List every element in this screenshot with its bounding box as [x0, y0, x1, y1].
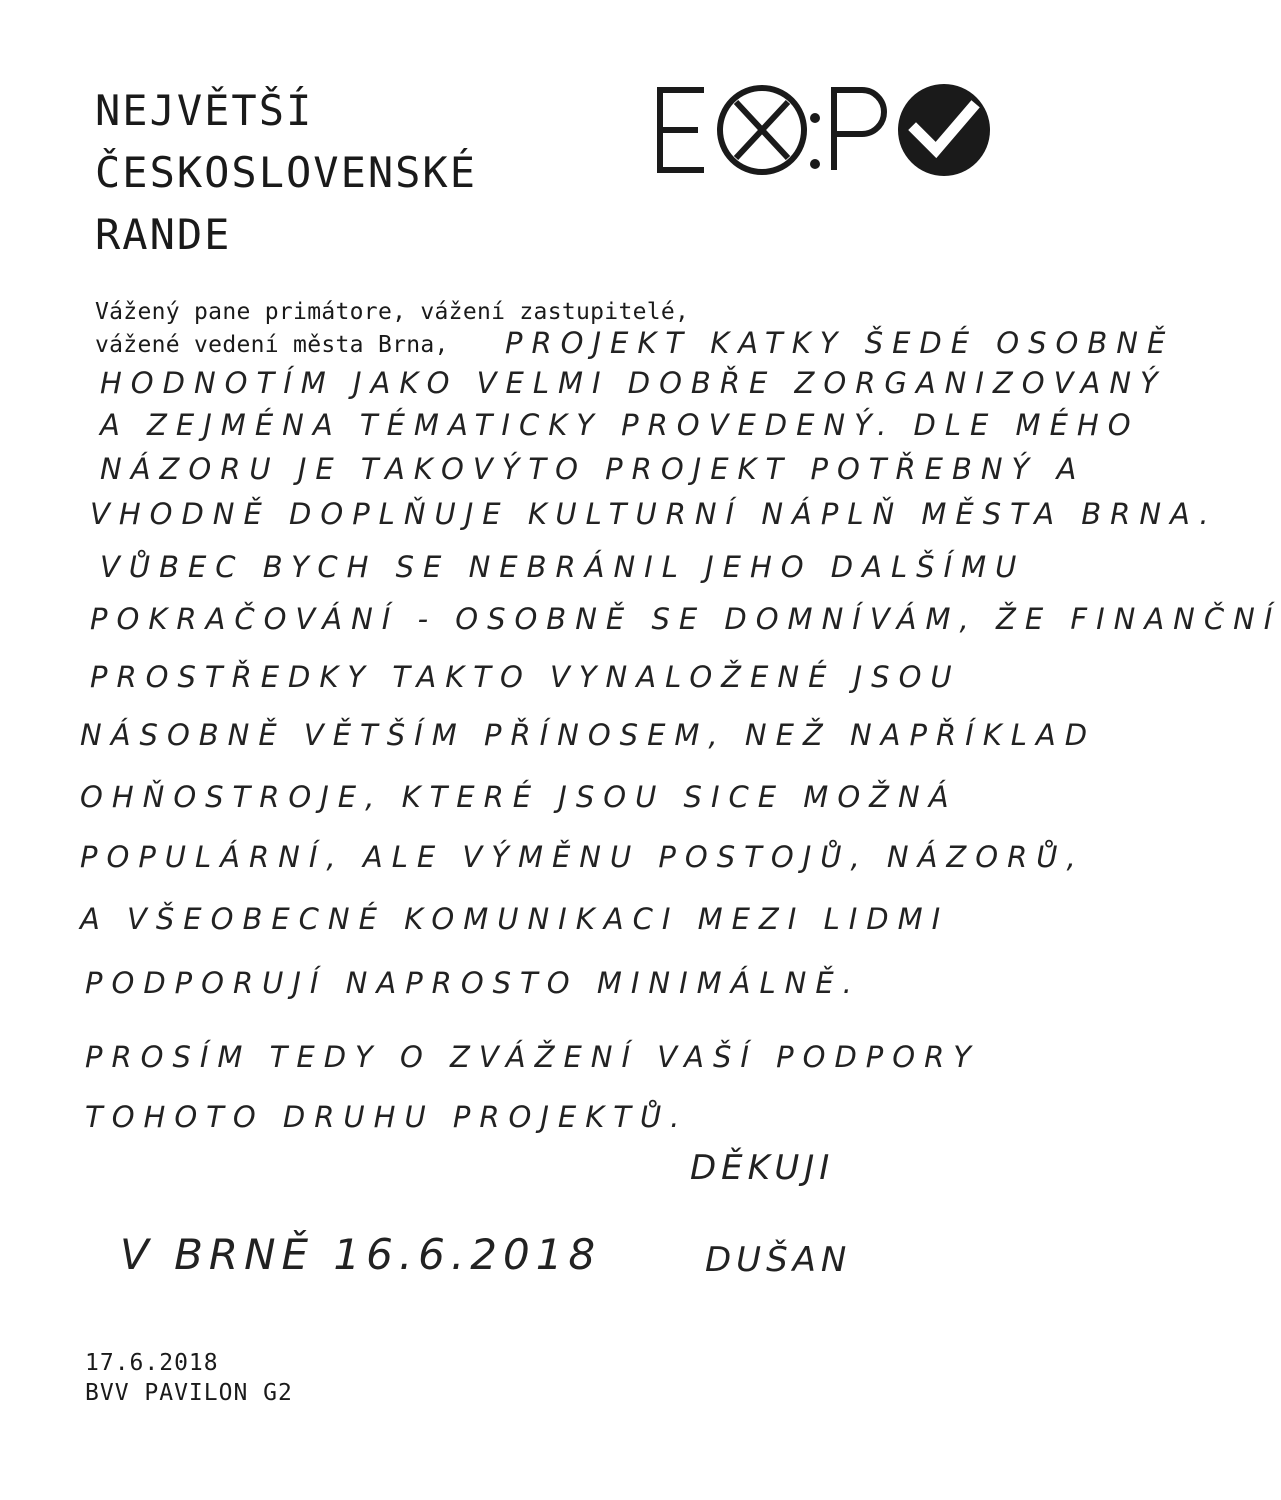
handwritten-line-15: TOHOTO DRUHU PROJEKTŮ.: [85, 1100, 689, 1134]
handwritten-line-6: VŮBEC BYCH SE NEBRÁNIL JEHO DALŠÍMU: [100, 550, 1026, 584]
handwritten-line-5: VHODNĚ DOPLŇUJE KULTURNÍ NÁPLŇ MĚSTA BRNA.: [90, 497, 1218, 531]
place-and-date: V BRNĚ 16.6.2018: [120, 1230, 602, 1279]
event-info: [85, 1348, 293, 1408]
handwritten-line-9: NÁSOBNĚ VĚTŠÍM PŘÍNOSEM, NEŽ NAPŘÍKLAD: [80, 718, 1097, 752]
event-date: 17.6.2018: [85, 1350, 219, 1376]
event-venue: BVV PAVILON G2: [85, 1380, 293, 1406]
signature: DUŠAN: [705, 1240, 852, 1280]
salutation-line-1: Vážený pane primátore, vážení zastupitelé,: [95, 299, 690, 325]
handwritten-line-10: OHŇOSTROJE, KTERÉ JSOU SICE MOŽNÁ: [80, 780, 958, 814]
logo-colon-dot-1: [810, 113, 820, 123]
handwritten-line-11: POPULÁRNÍ, ALE VÝMĚNU POSTOJŮ, NÁZORŮ,: [80, 840, 1085, 874]
handwritten-line-12: A VŠEOBECNÉ KOMUNIKACI MEZI LIDMI: [80, 902, 950, 936]
handwritten-line-3: A ZEJMÉNA TÉMATICKY PROVEDENÝ. DLE MÉHO: [100, 408, 1140, 442]
handwritten-line-14: PROSÍM TEDY O ZVÁŽENÍ VAŠÍ PODPORY: [85, 1040, 980, 1074]
logo-letter-e: [660, 90, 704, 170]
logo-letter-x: [736, 102, 788, 158]
handwritten-line-13: PODPORUJÍ NAPROSTO MINIMÁLNĚ.: [85, 966, 861, 1000]
page-title: [95, 80, 477, 266]
title-line-3: RANDE: [95, 210, 232, 259]
check-circle-icon: [898, 84, 990, 176]
logo-colon-dot-2: [810, 159, 820, 169]
handwritten-line-4: NÁZORU JE TAKOVÝTO PROJEKT POTŘEBNÝ A: [100, 452, 1086, 486]
handwritten-line-7: POKRAČOVÁNÍ - OSOBNĚ SE DOMNÍVÁM, ŽE FINANČNÍ: [90, 602, 1281, 636]
closing-thanks: DĚKUJI: [690, 1148, 835, 1188]
handwritten-line-8: PROSTŘEDKY TAKTO VYNALOŽENÉ JSOU: [90, 660, 961, 694]
handwritten-line-2: HODNOTÍM JAKO VELMI DOBŘE ZORGANIZOVANÝ: [100, 366, 1167, 400]
title-line-2: ČESKOSLOVENSKÉ: [95, 148, 478, 197]
logo-letter-p: [834, 90, 884, 170]
salutation-line-2: vážené vedení města Brna,: [95, 332, 449, 358]
handwritten-line-1: PROJEKT KATKY ŠEDÉ OSOBNĚ: [505, 326, 1175, 360]
title-line-1: NEJVĚTŠÍ: [95, 86, 314, 135]
expo-logo: [654, 80, 999, 180]
